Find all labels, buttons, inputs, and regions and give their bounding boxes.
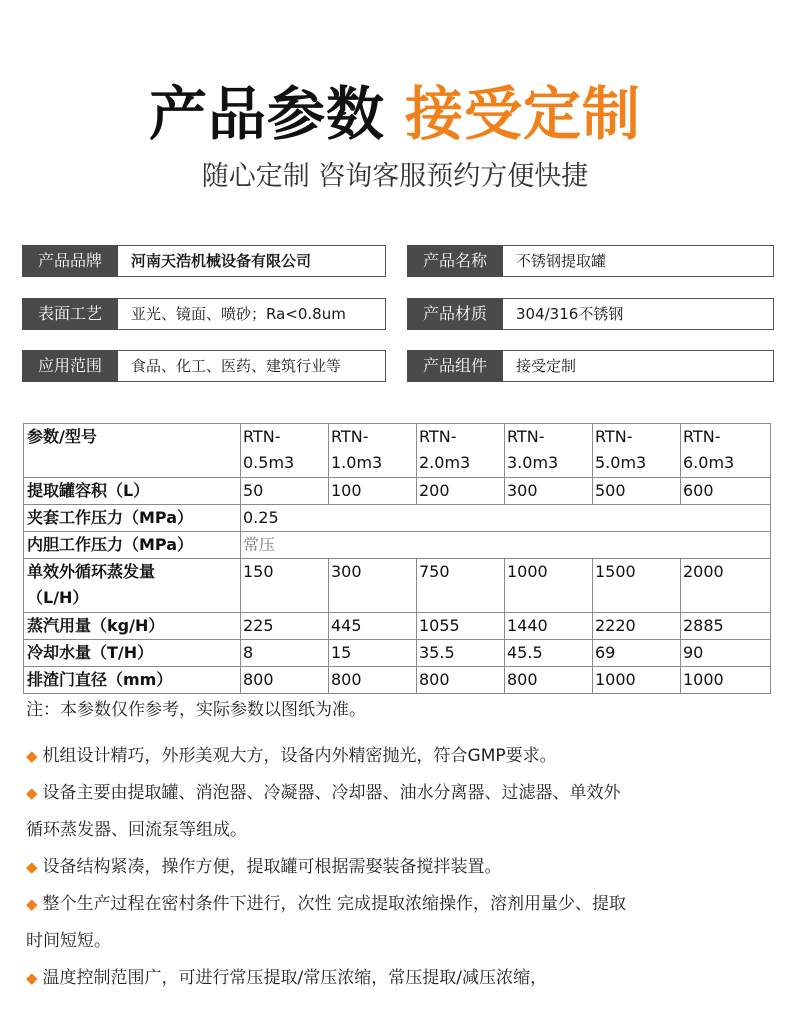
diamond-bullet-icon: ◆	[26, 858, 38, 876]
model-header-cell: RTN- 6.0m3	[681, 424, 771, 478]
diamond-bullet-icon: ◆	[26, 747, 38, 765]
info-row-2	[22, 298, 774, 330]
table-cell: 800	[329, 667, 417, 694]
feature-list	[26, 738, 766, 997]
table-row-steam	[24, 613, 771, 640]
table-cell: 300	[329, 559, 417, 613]
info-component-label: 产品组件	[407, 350, 503, 382]
feature-item: ◆ 设备主要由提取罐、消泡器、冷凝器、冷却器、油水分离器、过滤器、单效外	[26, 783, 621, 803]
page-title-accent: 接受定制	[405, 80, 642, 148]
feature-item: ◆ 整个生产过程在密村条件下进行，次性 完成提取浓缩操作，溶剂用量少、提取	[26, 894, 626, 914]
info-component-value: 接受定制	[503, 350, 774, 382]
table-cell: 1000	[593, 667, 681, 694]
info-surface	[22, 298, 386, 330]
table-cell: 200	[417, 478, 505, 505]
table-row-cooling	[24, 640, 771, 667]
model-header-cell: RTN- 0.5m3	[241, 424, 329, 478]
table-cell: 800	[241, 667, 329, 694]
row-label: 单效外循环蒸发量 （L/H）	[24, 559, 241, 613]
table-cell: 500	[593, 478, 681, 505]
page-title-main: 产品参数	[148, 80, 385, 148]
page-subtitle: 随心定制 咨询客服预约方便快捷	[201, 161, 589, 192]
table-note: 注：本参数仅作参考，实际参数以图纸为准。	[26, 700, 366, 720]
info-scope	[22, 350, 386, 382]
table-cell: 300	[505, 478, 593, 505]
table-cell: 90	[681, 640, 771, 667]
row-label: 提取罐容积（L）	[24, 478, 241, 505]
row-label: 冷却水量（T/H）	[24, 640, 241, 667]
feature-item: ◆ 温度控制范围广，可进行常压提取/常压浓缩，常压提取/减压浓缩，	[26, 968, 548, 988]
info-row-3	[22, 350, 774, 382]
table-cell: 50	[241, 478, 329, 505]
model-header-cell: RTN- 5.0m3	[593, 424, 681, 478]
row-label: 蒸汽用量（kg/H）	[24, 613, 241, 640]
info-surface-label: 表面工艺	[22, 298, 118, 330]
info-material-value: 304/316不锈钢	[503, 298, 774, 330]
table-cell: 225	[241, 613, 329, 640]
table-cell: 800	[417, 667, 505, 694]
table-row-door	[24, 667, 771, 694]
info-product-name-label: 产品名称	[407, 245, 503, 277]
table-row-jacket-pressure	[24, 505, 771, 532]
table-cell: 150	[241, 559, 329, 613]
row-label: 夹套工作压力（MPa）	[24, 505, 241, 532]
table-cell: 8	[241, 640, 329, 667]
table-cell: 2885	[681, 613, 771, 640]
table-cell: 1500	[593, 559, 681, 613]
feature-item: ◆ 设备结构紧凑，操作方便，提取罐可根据需娶装备搅拌装置。	[26, 857, 502, 877]
table-row-inner-pressure	[24, 532, 771, 559]
model-header-cell: RTN- 1.0m3	[329, 424, 417, 478]
feature-item-continued: 循环蒸发器、回流泵等组成。	[26, 820, 247, 840]
diamond-bullet-icon: ◆	[26, 784, 38, 802]
table-cell: 15	[329, 640, 417, 667]
table-row-evaporation	[24, 559, 771, 613]
table-cell: 2220	[593, 613, 681, 640]
info-component	[407, 350, 774, 382]
feature-item: ◆ 机组设计精巧，外形美观大方，设备内外精密抛光，符合GMP要求。	[26, 746, 557, 766]
table-cell: 45.5	[505, 640, 593, 667]
table-cell: 445	[329, 613, 417, 640]
table-cell: 800	[505, 667, 593, 694]
table-cell: 2000	[681, 559, 771, 613]
info-scope-value: 食品、化工、医药、建筑行业等	[118, 350, 386, 382]
table-cell: 100	[329, 478, 417, 505]
info-brand-value: 河南天浩机械设备有限公司	[118, 245, 386, 277]
table-cell: 0.25	[241, 505, 771, 532]
table-cell: 750	[417, 559, 505, 613]
row-label: 内胆工作压力（MPa）	[24, 532, 241, 559]
info-row-1	[22, 245, 774, 277]
diamond-bullet-icon: ◆	[26, 895, 38, 913]
table-cell: 1000	[681, 667, 771, 694]
info-brand-label: 产品品牌	[22, 245, 118, 277]
info-brand	[22, 245, 386, 277]
info-material	[407, 298, 774, 330]
table-cell: 600	[681, 478, 771, 505]
diamond-bullet-icon: ◆	[26, 969, 38, 987]
table-cell: 69	[593, 640, 681, 667]
model-header-cell: RTN- 3.0m3	[505, 424, 593, 478]
info-product-name	[407, 245, 774, 277]
table-cell: 1055	[417, 613, 505, 640]
info-scope-label: 应用范围	[22, 350, 118, 382]
feature-item-continued: 时间短短。	[26, 931, 111, 951]
table-cell: 常压	[241, 532, 771, 559]
parameter-table	[23, 423, 771, 694]
table-cell: 1000	[505, 559, 593, 613]
table-header-row	[24, 424, 771, 478]
model-header-cell: RTN- 2.0m3	[417, 424, 505, 478]
info-product-name-value: 不锈钢提取罐	[503, 245, 774, 277]
table-row-volume	[24, 478, 771, 505]
table-header-label: 参数/型号	[24, 424, 241, 478]
table-cell: 35.5	[417, 640, 505, 667]
row-label: 排渣门直径（mm）	[24, 667, 241, 694]
page-title	[0, 74, 790, 154]
table-cell: 1440	[505, 613, 593, 640]
info-surface-value: 亚光、镜面、喷砂；Ra<0.8um	[118, 298, 386, 330]
info-material-label: 产品材质	[407, 298, 503, 330]
